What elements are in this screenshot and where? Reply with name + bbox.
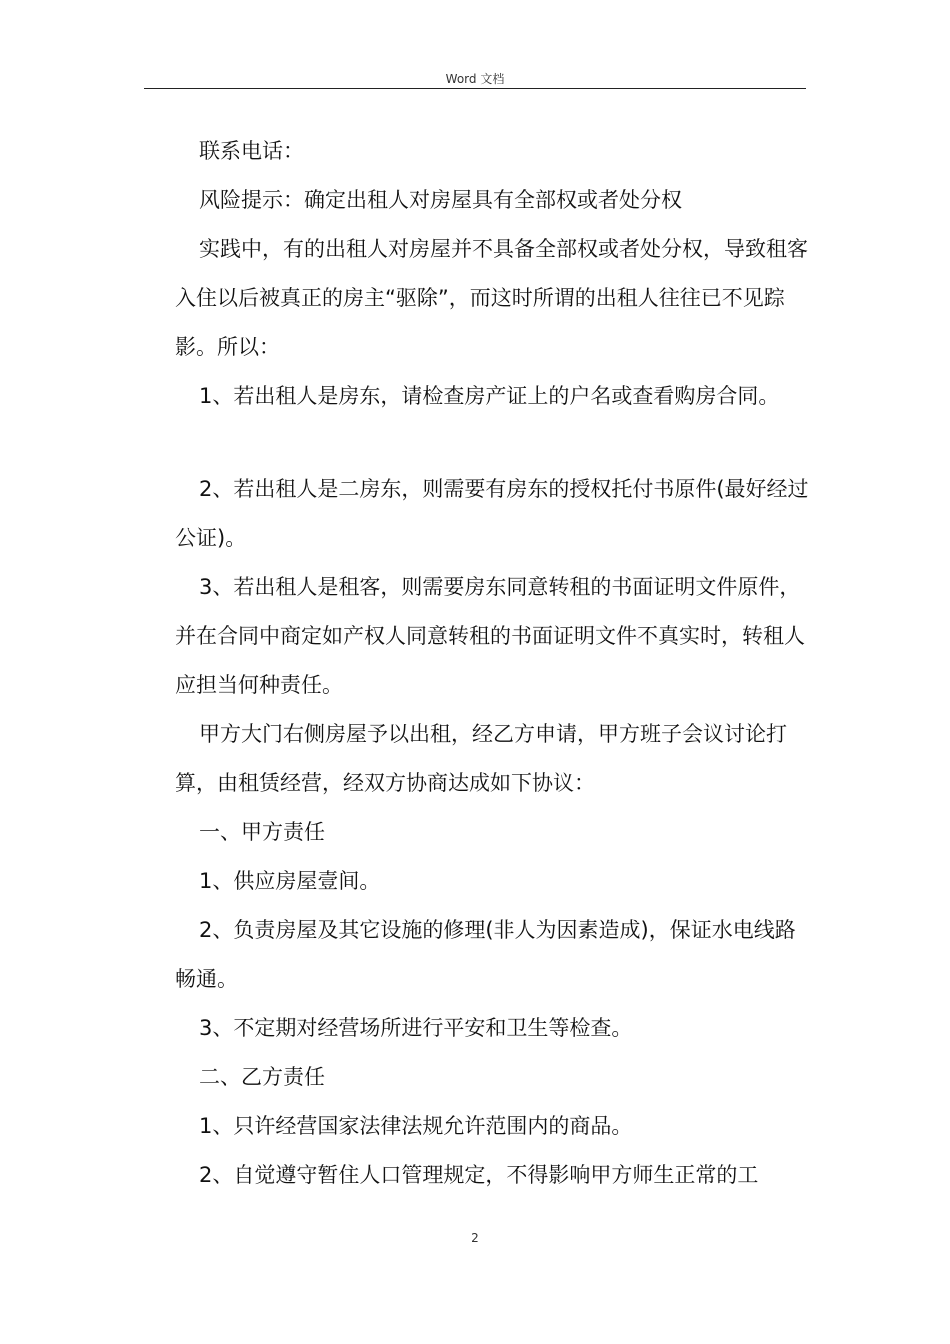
blank-line <box>175 421 815 465</box>
paragraph-contact-phone: 联系电话： <box>199 139 304 163</box>
document-body <box>175 127 815 1200</box>
section-heading-party-b: 二、乙方责任 <box>199 1065 325 1089</box>
paragraph-party-a-3: 3、不定期对经营场所进行平安和卫生等检查。 <box>199 1016 633 1040</box>
paragraph-party-a-2: 2、负责房屋及其它设施的修理(非人为因素造成)，保证水电线路畅通。 <box>175 918 796 991</box>
paragraph-risk-notice: 风险提示：确定出租人对房屋具有全部权或者处分权 <box>199 188 682 212</box>
paragraph-agreement-intro: 甲方大门右侧房屋予以出租，经乙方申请，甲方班子会议讨论打算，由租赁经营，经双方协商达成如下协议： <box>175 722 787 795</box>
paragraph-party-b-1: 1、只许经营国家法律法规允许范围内的商品。 <box>199 1114 633 1138</box>
page-header-text: Word 文档 <box>445 72 505 86</box>
paragraph-party-a-1: 1、供应房屋壹间。 <box>199 869 381 893</box>
paragraph-practice: 实践中，有的出租人对房屋并不具备全部权或者处分权，导致租客入住以后被真正的房主“驱除”，而这时所谓的出租人往往已不见踪影。所以： <box>175 237 808 359</box>
paragraph-item-2: 2、若出租人是二房东，则需要有房东的授权托付书原件(最好经过公证)。 <box>175 477 809 550</box>
paragraph-item-3: 3、若出租人是租客，则需要房东同意转租的书面证明文件原件，并在合同中商定如产权人同意转租的书面证明文件不真实时，转租人应担当何种责任。 <box>175 575 805 697</box>
paragraph-item-1: 1、若出租人是房东，请检查房产证上的户名或查看购房合同。 <box>199 384 780 408</box>
page-number: 2 <box>471 1231 479 1245</box>
section-heading-party-a: 一、甲方责任 <box>199 820 325 844</box>
header-rule <box>144 88 806 89</box>
paragraph-party-b-2: 2、自觉遵守暂住人口管理规定，不得影响甲方师生正常的工 <box>199 1163 759 1187</box>
